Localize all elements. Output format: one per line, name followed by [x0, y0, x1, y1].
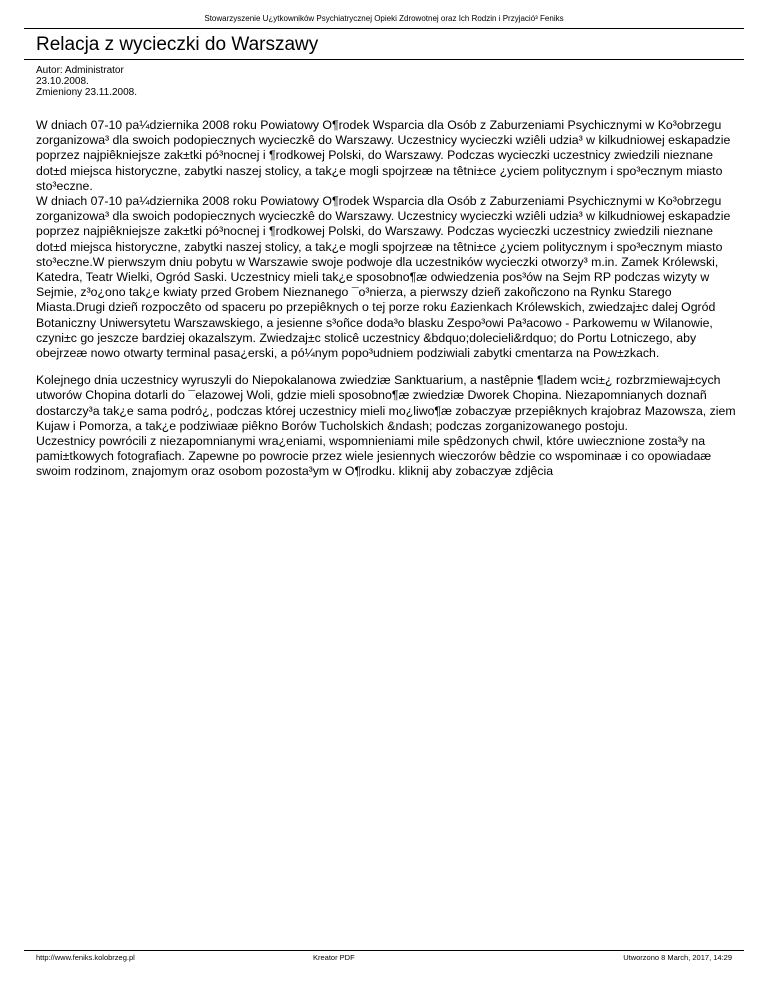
- paragraph-day-one-two: W dniach 07-10 pa¼dziernika 2008 roku Powiatowy O¶rodek Wsparcia dla Osób z Zaburzeniami Psychicznymi w Ko³obrzegu zorganizowa³ dla swoich podopiecznych wycieczkê do Warszawy. Uczestnicy wycieczki wziêli udzia³ w kilkudniowej eskapadzie poprzez najpiêkniejsze zak±tki pó³nocnej i ¶rodkowej Polski, do Warszawy. Podczas wycieczki uczestnicy zwiedzili nieznane dot±d miejsca historyczne, zabytki naszej stolicy, a tak¿e mogli spojrzeæ na têtni±ce ¿yciem politycznym i spo³ecznym miasto sto³eczne.W pierwszym dniu pobytu w Warszawie swoje podwoje dla uczestników wycieczki otworzy³ m.in. Zamek Królewski, Katedra, Teatr Wielki, Ogród Saski. Uczestnicy mieli tak¿e sposobno¶æ odwiedzenia pos³ów na Sejm RP podczas wizyty w Sejmie, z³o¿ono tak¿e kwiaty przed Grobem Nieznanego ¯o³nierza, a pierwszy dzieñ zakoñczono na Rynku Starego Miasta.Drugi dzieñ rozpoczêto od spaceru po przepiêknych o tej porze roku £azienkach Królewskich, zwiedzaj±c dalej Ogród Botaniczny Uniwersytetu Warszawskiego, a jesienne s³oñce doda³o blasku Zespo³owi Pa³acowo - Parkowemu w Wilanowie, czyni±c go jeszcze bardziej okazalszym. Zwiedzaj±c stolicê uczestnicy &bdquo;dolecieli&rdquo; do Portu Lotniczego, aby obejrzeæ nowo otwarty terminal pasa¿erski, a pó¼nym popo³udniem podziwiali zabytki cmentarza na Pow±zkach.: [36, 194, 731, 361]
- article-meta: [36, 65, 137, 98]
- footer-url[interactable]: http://www.feniks.kolobrzeg.pl: [36, 953, 135, 962]
- modified-line: Zmieniony 23.11.2008.: [36, 87, 137, 98]
- date-line: 23.10.2008.: [36, 76, 89, 87]
- page-header: Stowarzyszenie U¿ytkowników Psychiatrycznej Opieki Zdrowotnej oraz Ich Rodzin i Przyjació³ Feniks: [204, 14, 564, 23]
- footer-created: Utworzono 8 March, 2017, 14:29: [623, 953, 732, 962]
- paragraph-gap: [36, 361, 736, 373]
- author-line: Autor: Administrator: [36, 65, 124, 76]
- article-title: Relacja z wycieczki do Warszawy: [36, 34, 319, 55]
- paragraph-intro: W dniach 07-10 pa¼dziernika 2008 roku Powiatowy O¶rodek Wsparcia dla Osób z Zaburzeniami Psychicznymi w Ko³obrzegu zorganizowa³ dla swoich podopiecznych wycieczkê do Warszawy. Uczestnicy wycieczki wziêli udzia³ w kilkudniowej eskapadzie poprzez najpiêkniejsze zak±tki pó³nocnej i ¶rodkowej Polski, do Warszawy. Podczas wycieczki uczestnicy zwiedzili nieznane dot±d miejsca historyczne, zabytki naszej stolicy, a tak¿e mogli spojrzeæ na têtni±ce ¿yciem politycznym i spo³ecznym miasto sto³eczne.: [36, 118, 731, 193]
- title-divider: [24, 59, 744, 60]
- article-body: [36, 118, 736, 480]
- paragraph-day-three: Kolejnego dnia uczestnicy wyruszyli do Niepokalanowa zwiedziæ Sanktuarium, a nastêpnie ¶ladem wci±¿ rozbrzmiewaj±cych utworów Chopina dotarli do ¯elazowej Woli, gdzie mieli sposobno¶æ zwiedziæ Dworek Chopina. Niezapomnianych doznañ dostarczy³a tak¿e sama podró¿, podczas której uczestnicy mieli mo¿liwo¶æ zobaczyæ przepiêknych krajobraz Mazowsza, ziem Kujaw i Pomorza, a tak¿e podziwiaæ piêkno Borów Tucholskich &ndash; podczas zorganizowanego postoju.: [36, 373, 736, 433]
- header-divider: [24, 28, 744, 29]
- footer-generator: Kreator PDF: [313, 953, 355, 962]
- footer-divider: [24, 950, 744, 951]
- paragraph-return: Uczestnicy powrócili z niezapomnianymi wra¿eniami, wspomnieniami mile spêdzonych chwil, które uwiecznione zosta³y na pami±tkowych fotografiach. Zapewne po powrocie przez wiele jesiennych wieczorów bêdzie co wspominaæ i co opowiadaæ swoim rodzinom, znajomym oraz osobom pozosta³ym w O¶rodku. kliknij aby zobaczyæ zdjêcia: [36, 434, 712, 479]
